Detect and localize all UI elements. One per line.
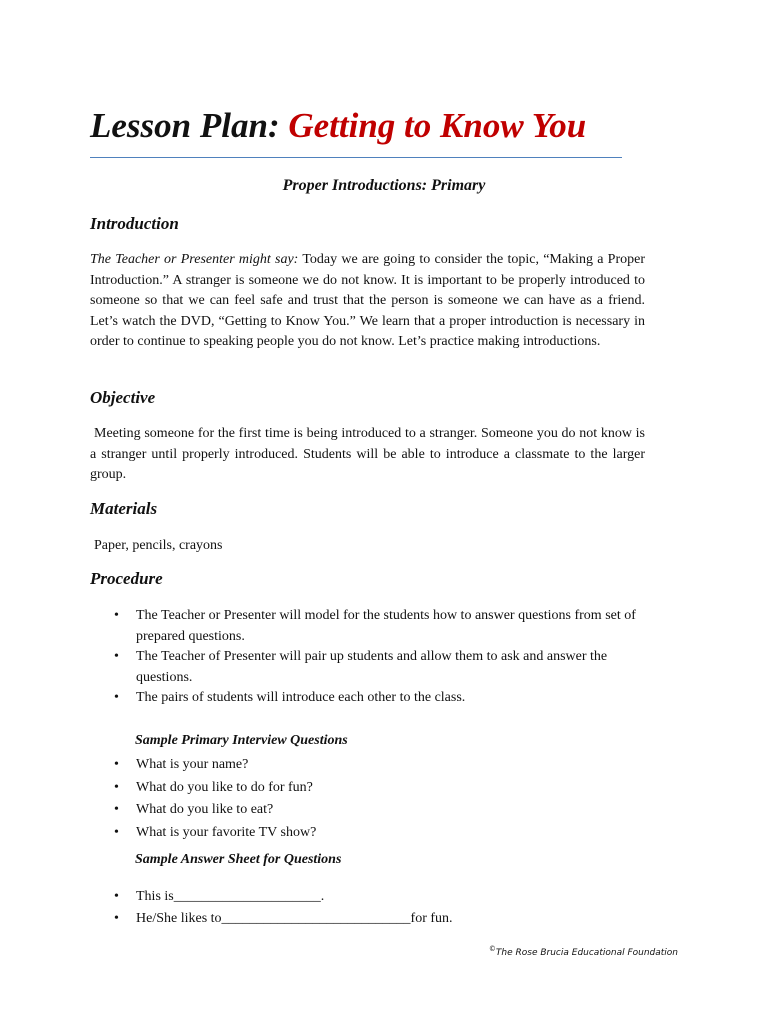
- bullet-icon: •: [114, 802, 119, 817]
- list-item: • What do you like to do for fun?: [90, 777, 650, 800]
- introduction-heading: Introduction: [90, 214, 179, 233]
- list-item: • The Teacher or Presenter will model for the students how to answer questions from set of prepared questions.: [114, 608, 636, 644]
- introduction-paragraph: [90, 250, 645, 353]
- bullet-icon: •: [114, 608, 119, 623]
- bullet-icon: •: [114, 779, 119, 795]
- list-item: • He/She likes to___________________________for fun.: [90, 908, 650, 930]
- title-accent: Getting to Know You: [288, 106, 587, 145]
- materials-text: Paper, pencils, crayons: [94, 538, 223, 553]
- list-item: • What is your name?: [90, 754, 650, 777]
- introduction-lead: The Teacher or Presenter might say:: [90, 252, 299, 267]
- title-prefix: Lesson Plan:: [90, 106, 280, 145]
- bullet-icon: •: [114, 649, 119, 665]
- title-divider: [90, 157, 622, 158]
- bullet-icon: •: [114, 911, 119, 926]
- copyright-mark: ©: [488, 945, 496, 953]
- list-item: • This is_____________________.: [90, 886, 650, 908]
- list-item: • What do you like to eat?: [90, 799, 650, 822]
- bullet-icon: •: [114, 690, 119, 706]
- bullet-icon: •: [114, 757, 119, 772]
- subtitle: Proper Introductions: Primary: [282, 177, 486, 194]
- introduction-text: Today we are going to consider the topic, “Making a Proper Introduction.” A stranger is someone we do not know. It is important to be properly introduced to someone so that we can feel safe and trust that the person is someone we can have as a friend. Let’s watch the DVD, “Getting to Know You.” We learn that a proper introduction is necessary in order to continue to speaking people you do not know. Let’s practice making introductions.: [90, 252, 645, 350]
- objective-heading: Objective: [90, 388, 156, 407]
- sample-questions-label: Sample Primary Interview Questions: [135, 733, 348, 748]
- bullet-icon: •: [114, 824, 119, 840]
- procedure-list: [90, 606, 650, 709]
- page-title: [90, 106, 586, 146]
- answer-sheet-label: Sample Answer Sheet for Questions: [135, 852, 342, 867]
- materials-heading: Materials: [90, 499, 158, 518]
- answer-sheet-list: [90, 886, 650, 930]
- objective-paragraph: Meeting someone for the first time is being introduced to a stranger. Someone you do not know is a stranger until properly introduced. Students will be able to introduce a classmate to the larger group.: [90, 426, 645, 483]
- bullet-icon: •: [114, 889, 119, 904]
- procedure-heading: Procedure: [90, 569, 163, 588]
- sample-questions-list: [90, 754, 650, 844]
- footer-text: The Rose Brucia Educational Foundation: [495, 948, 678, 958]
- footer-credit: [489, 945, 678, 958]
- list-item: • The pairs of students will introduce each other to the class.: [90, 688, 650, 709]
- list-item: • What is your favorite TV show?: [90, 822, 650, 845]
- list-item: • The Teacher of Presenter will pair up students and allow them to ask and answer the questions.: [114, 649, 608, 685]
